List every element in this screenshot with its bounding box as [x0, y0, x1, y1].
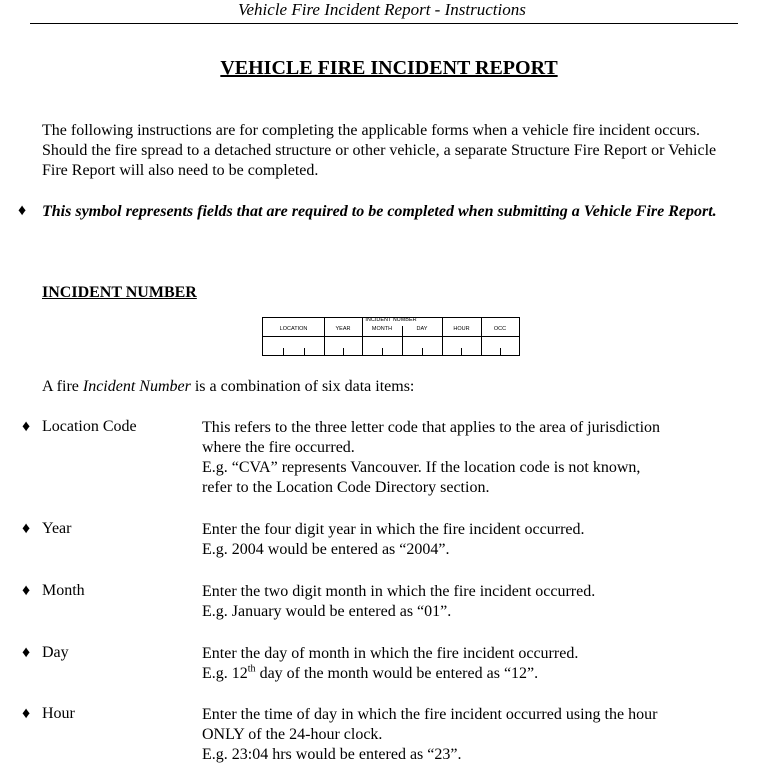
intro-paragraph: The following instructions are for completing the applicable forms when a vehicle fire incident occurs. Should the fire spread to a detached structure or other vehicle, a separate Structure Fire Report or Vehicle Fire Report will also need to be completed. [42, 122, 717, 179]
page-header-title: Vehicle Fire Incident Report - Instructions [238, 0, 526, 19]
required-fields-note: This symbol represents fields that are required to be completed when submitting a Vehicle Fire Report. [42, 203, 717, 220]
bullet-diamond-icon: ♦ [22, 520, 31, 537]
incident-number-term: Incident Number [82, 378, 191, 395]
incident-number-table [262, 317, 520, 356]
item-label-day: Day [42, 644, 69, 661]
bullet-diamond-icon: ♦ [22, 705, 31, 722]
item-label-location-code: Location Code [42, 418, 137, 435]
item-desc-year: Enter the four digit year in which the fire incident occurred. E.g. 2004 would be entered as “2004”. [202, 521, 585, 558]
item-label-month: Month [42, 582, 85, 599]
digit-tick [422, 348, 423, 355]
digit-tick [283, 348, 284, 355]
incident-number-table-caption: INCIDENT NUMBER [365, 317, 417, 323]
column-label-occ: OCC [493, 326, 507, 332]
digit-tick [304, 348, 305, 355]
item-label-hour: Hour [42, 705, 75, 722]
digit-tick [461, 348, 462, 355]
digit-tick [500, 348, 501, 355]
item-desc-month: Enter the two digit month in which the fire incident occurred. E.g. January would be entered as “01”. [202, 583, 596, 620]
digit-tick [382, 348, 383, 355]
digit-tick [343, 348, 344, 355]
bullet-diamond-icon: ♦ [22, 418, 31, 435]
column-label-hour: HOUR [453, 326, 470, 332]
item-desc-location-code: This refers to the three letter code that applies to the area of jurisdiction where the fire occurred. E.g. “CVA” represents Vancouver. If the location code is not known, refer to the Location Code Directory section. [202, 419, 661, 496]
column-label-year: YEAR [335, 326, 351, 332]
column-divider [402, 326, 403, 355]
column-label-location: LOCATION [279, 326, 308, 332]
item-desc-hour: Enter the time of day in which the fire incident occurred using the hour ONLY of the 24-hour clock. E.g. 23:04 hrs would be entered as “23”. [202, 706, 658, 763]
header-rule [30, 23, 738, 24]
required-diamond-icon: ♦ [18, 202, 27, 219]
item-desc-day: Enter the day of month in which the fire incident occurred. E.g. 12th day of the month would be entered as “12”. [202, 645, 579, 682]
document-title: VEHICLE FIRE INCIDENT REPORT [220, 57, 558, 79]
table-row-rule [263, 336, 519, 337]
column-label-month: MONTH [371, 326, 393, 332]
bullet-diamond-icon: ♦ [22, 582, 31, 599]
bullet-diamond-icon: ♦ [22, 644, 31, 661]
incident-number-lead: A fire Incident Number is a combination of six data items: [42, 378, 415, 395]
column-label-day: DAY [416, 326, 428, 332]
incident-number-heading: INCIDENT NUMBER [42, 284, 197, 301]
item-label-year: Year [42, 520, 72, 537]
